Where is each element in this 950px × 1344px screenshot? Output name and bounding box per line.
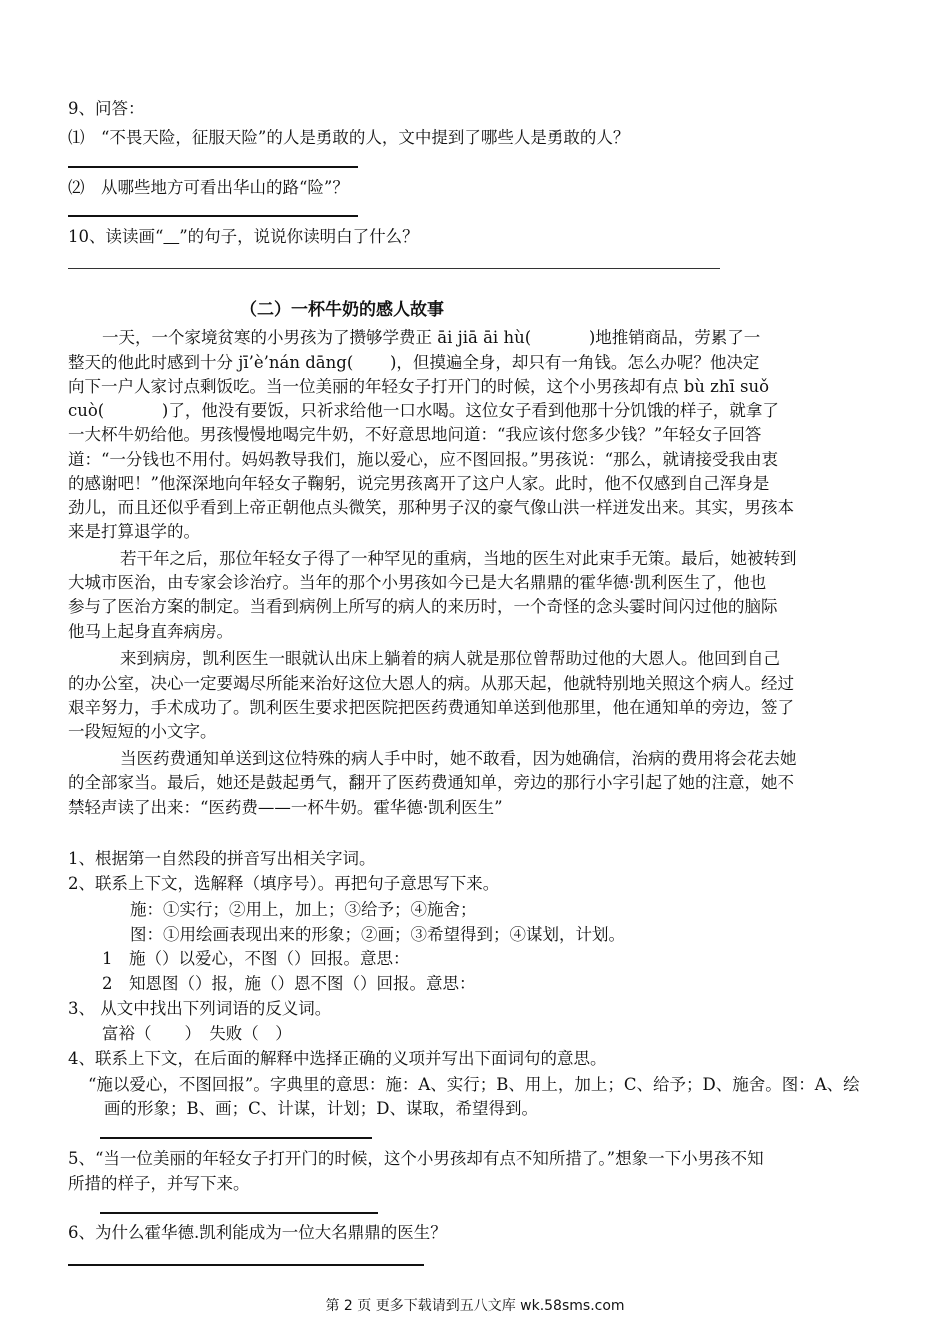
story-line: 劲儿，而且还似乎看到上帝正朝他点头微笑，那种男子汉的豪气像山洪一样迸发出来。其实，男孩本 — [68, 498, 794, 517]
question-9-heading: 9、问答： — [68, 99, 145, 118]
story-line: 来到病房，凯利医生一眼就认出床上躺着的病人就是那位曾帮助过他的大恩人。他回到自己 — [120, 649, 780, 668]
question-4: 4、联系上下文，在后面的解释中选择正确的义项并写出下面词句的意思。 — [68, 1049, 607, 1068]
story-line: 禁轻声读了出来：“医药费——一杯牛奶。霍华德·凯利医生” — [68, 798, 503, 817]
question-4-definitions: “施以爱心，不图回报”。字典里的意思：施：A、实行；B、用上，加上；C、给予；D、施舍。图：A、绘 — [88, 1075, 860, 1094]
answer-line — [68, 166, 358, 168]
story-line: 若干年之后，那位年轻女子得了一种罕见的重病，当地的医生对此束手无策。最后，她被转到 — [120, 549, 797, 568]
question-10: 10、读读画“ ”的句子，说说你读明白了什么？ — [68, 227, 419, 246]
question-9-part-1: ⑴ “不畏天险，征服天险”的人是勇敢的人，文中提到了哪些人是勇敢的人？ — [68, 128, 630, 147]
question-5: 5、“当一位美丽的年轻女子打开门的时候，这个小男孩却有点不知所措了。”想象一下小男孩不知 — [68, 1149, 764, 1168]
story-line: 大城市医治，由专家会诊治疗。当年的那个小男孩如今已是大名鼎鼎的霍华德·凯利医生了，他也 — [68, 573, 767, 592]
story-line: 整天的他此时感到十分 jī’è’nán dāng( )，但摸遍全身，却只有一角钱。怎么办呢？他决定 — [68, 353, 760, 372]
definition-tu: 图：①用绘画表现出来的形象；②画；③希望得到；④谋划，计划。 — [130, 925, 625, 944]
question-6: 6、为什么霍华德.凯利能成为一位大名鼎鼎的医生？ — [68, 1223, 447, 1242]
story-line: 一大杯牛奶给他。男孩慢慢地喝完牛奶，不好意思地问道：“我应该付您多少钱？”年轻女子回答 — [68, 425, 762, 444]
question-2: 2、联系上下文，选解释（填序号）。再把句子意思写下来。 — [68, 874, 500, 893]
question-3-words: 富裕（ ） 失败（ ） — [102, 1024, 292, 1043]
story-line: 的感谢吧！”他深深地向年轻女子鞠躬，说完男孩离开了这户人家。此时，他不仅感到自己浑身是 — [68, 474, 770, 493]
story-line: 参与了医治方案的制定。当看到病例上所写的病人的来历时，一个奇怪的念头霎时间闪过他的脑际 — [68, 597, 778, 616]
question-3: 3、 从文中找出下列词语的反义词。 — [68, 999, 332, 1018]
story-line: 道：“一分钱也不用付。妈妈教导我们，施以爱心，应不图回报。”男孩说：“那么，就请接受我由衷 — [68, 450, 779, 469]
story-line: 向下一户人家讨点剩饭吃。当一位美丽的年轻女子打开门的时候，这个小男孩却有点 bù zhī suǒ — [68, 377, 770, 396]
story-line: 的办公室，决心一定要竭尽所能来治好这位大恩人的病。从那天起，他就特别地关照这个病人。经过 — [68, 674, 794, 693]
answer-line — [68, 268, 720, 269]
story-title: （二）一杯牛奶的感人故事 — [240, 300, 444, 320]
question-2-item-1: 1 施（）以爱心，不图（）回报。意思： — [102, 949, 410, 968]
question-5-cont: 所措的样子，并写下来。 — [68, 1174, 250, 1193]
story-line: 一天，一个家境贫寒的小男孩为了攒够学费正 āi jiā āi hù( )地推销商品，劳累了一 — [102, 328, 761, 347]
question-9-part-2: ⑵ 从哪些地方可看出华山的路“险”？ — [68, 178, 349, 197]
story-line: 当医药费通知单送到这位特殊的病人手中时，她不敢看，因为她确信，治病的费用将会花去她 — [120, 749, 797, 768]
answer-line — [100, 1137, 372, 1139]
question-4-definitions-cont: 画的形象；B、画；C、计谋，计划；D、谋取，希望得到。 — [104, 1099, 538, 1118]
story-line: 的全部家当。最后，她还是鼓起勇气，翻开了医药费通知单，旁边的那行小字引起了她的注意，她不 — [68, 773, 794, 792]
page-footer: 第 2 页 更多下载请到五八文库 wk.58sms.com — [325, 1298, 625, 1314]
story-line: 他马上起身直奔病房。 — [68, 622, 233, 641]
question-2-item-2: 2 知恩图（）报，施（）恩不图（）回报。意思： — [102, 974, 476, 993]
story-line: 来是打算退学的。 — [68, 522, 200, 541]
story-line: 艰辛努力，手术成功了。凯利医生要求把医院把医药费通知单送到他那里，他在通知单的旁边，签了 — [68, 698, 794, 717]
story-line: 一段短短的小文字。 — [68, 722, 217, 741]
answer-line — [68, 1264, 424, 1266]
definition-shi: 施：①实行；②用上，加上；③给予；④施舍； — [130, 900, 477, 919]
question-1: 1、根据第一自然段的拼音写出相关字词。 — [68, 849, 376, 868]
answer-line — [68, 215, 358, 217]
answer-line — [100, 1212, 378, 1214]
story-line: cuò( )了，他没有要饭，只祈求给他一口水喝。这位女子看到他那十分饥饿的样子，就拿了 — [68, 401, 779, 420]
